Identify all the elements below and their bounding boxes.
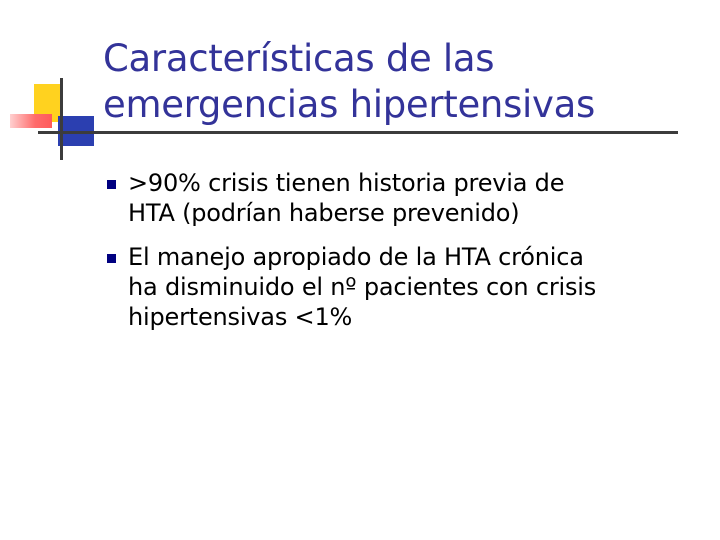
slide-title-line-1: Características de las — [103, 37, 495, 80]
bullet-item-1 — [107, 168, 707, 228]
decor-red-bar — [10, 114, 52, 128]
bullet-item-2 — [107, 242, 707, 332]
bullet-2-line-3: hipertensivas <1% — [128, 303, 353, 331]
slide-title-line-2: emergencias hipertensivas — [103, 83, 595, 126]
bullet-2-line-2: ha disminuido el nº pacientes con crisis — [128, 273, 597, 301]
bullet-1-line-2: HTA (podrían haberse prevenido) — [128, 199, 520, 227]
square-bullet-icon — [107, 254, 116, 263]
slide-title — [103, 36, 595, 128]
bullet-1-line-1: >90% crisis tienen historia previa de — [128, 169, 565, 197]
bullet-list — [107, 168, 707, 346]
square-bullet-icon — [107, 180, 116, 189]
decor-vertical-line — [60, 78, 63, 160]
bullet-2-line-1: El manejo apropiado de la HTA crónica — [128, 243, 584, 271]
decor-horizontal-line — [38, 131, 678, 134]
